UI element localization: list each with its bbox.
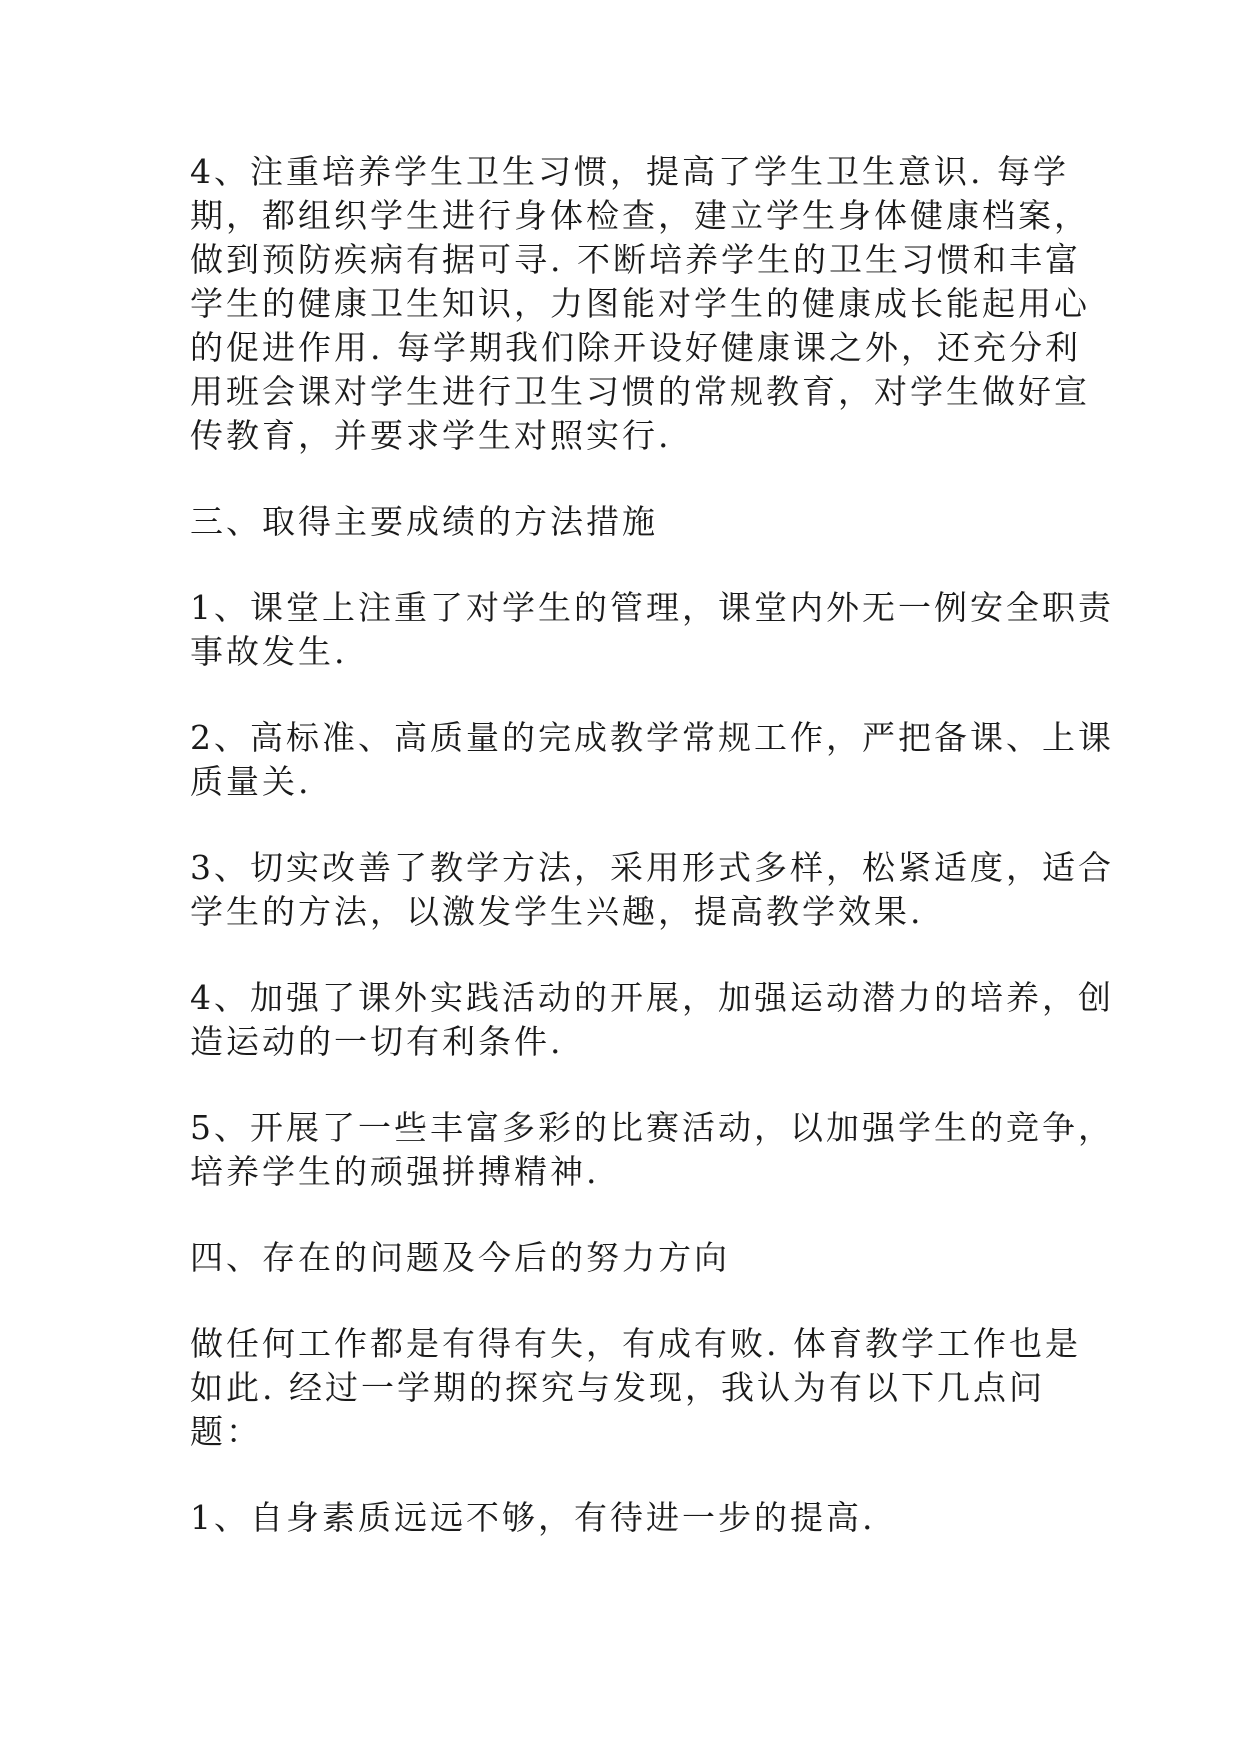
- paragraph-line: 3、切实改善了教学方法，采用形式多样，松紧适度，适合: [190, 848, 1114, 887]
- section-heading: 三、取得主要成绩的方法措施: [190, 502, 658, 541]
- paragraph-line: 质量关.: [190, 762, 312, 801]
- paragraph-line: 学生的方法，以激发学生兴趣，提高教学效果.: [190, 892, 924, 931]
- paragraph-line: 4、加强了课外实践活动的开展，加强运动潜力的培养，创: [190, 978, 1114, 1017]
- paragraph-line: 培养学生的顽强拼搏精神.: [190, 1152, 600, 1191]
- paragraph-line: 2、高标准、高质量的完成教学常规工作，严把备课、上课: [190, 718, 1114, 757]
- paragraph-line: 1、课堂上注重了对学生的管理，课堂内外无一例安全职责: [190, 588, 1114, 627]
- paragraph-line: 期，都组织学生进行身体检查，建立学生身体健康档案，: [190, 196, 1090, 235]
- paragraph-line: 5、开展了一些丰富多彩的比赛活动，以加强学生的竞争，: [190, 1108, 1114, 1147]
- paragraph-line: 如此. 经过一学期的探究与发现，我认为有以下几点问: [190, 1368, 1045, 1407]
- paragraph-line: 学生的健康卫生知识，力图能对学生的健康成长能起用心: [190, 284, 1090, 323]
- paragraph-line: 传教育，并要求学生对照实行.: [190, 416, 672, 455]
- paragraph-line: 1、自身素质远远不够，有待进一步的提高.: [190, 1498, 876, 1537]
- paragraph-line: 造运动的一切有利条件.: [190, 1022, 564, 1061]
- paragraph-line: 做任何工作都是有得有失，有成有败. 体育教学工作也是: [190, 1324, 1081, 1363]
- section-heading: 四、存在的问题及今后的努力方向: [190, 1238, 730, 1277]
- paragraph-line: 事故发生.: [190, 632, 348, 671]
- paragraph-line: 题：: [190, 1412, 262, 1451]
- paragraph-line: 的促进作用. 每学期我们除开设好健康课之外，还充分利: [190, 328, 1081, 367]
- paragraph-line: 做到预防疾病有据可寻. 不断培养学生的卫生习惯和丰富: [190, 240, 1081, 279]
- paragraph-line: 用班会课对学生进行卫生习惯的常规教育，对学生做好宣: [190, 372, 1090, 411]
- paragraph-line: 4、注重培养学生卫生习惯，提高了学生卫生意识. 每学: [190, 152, 1069, 191]
